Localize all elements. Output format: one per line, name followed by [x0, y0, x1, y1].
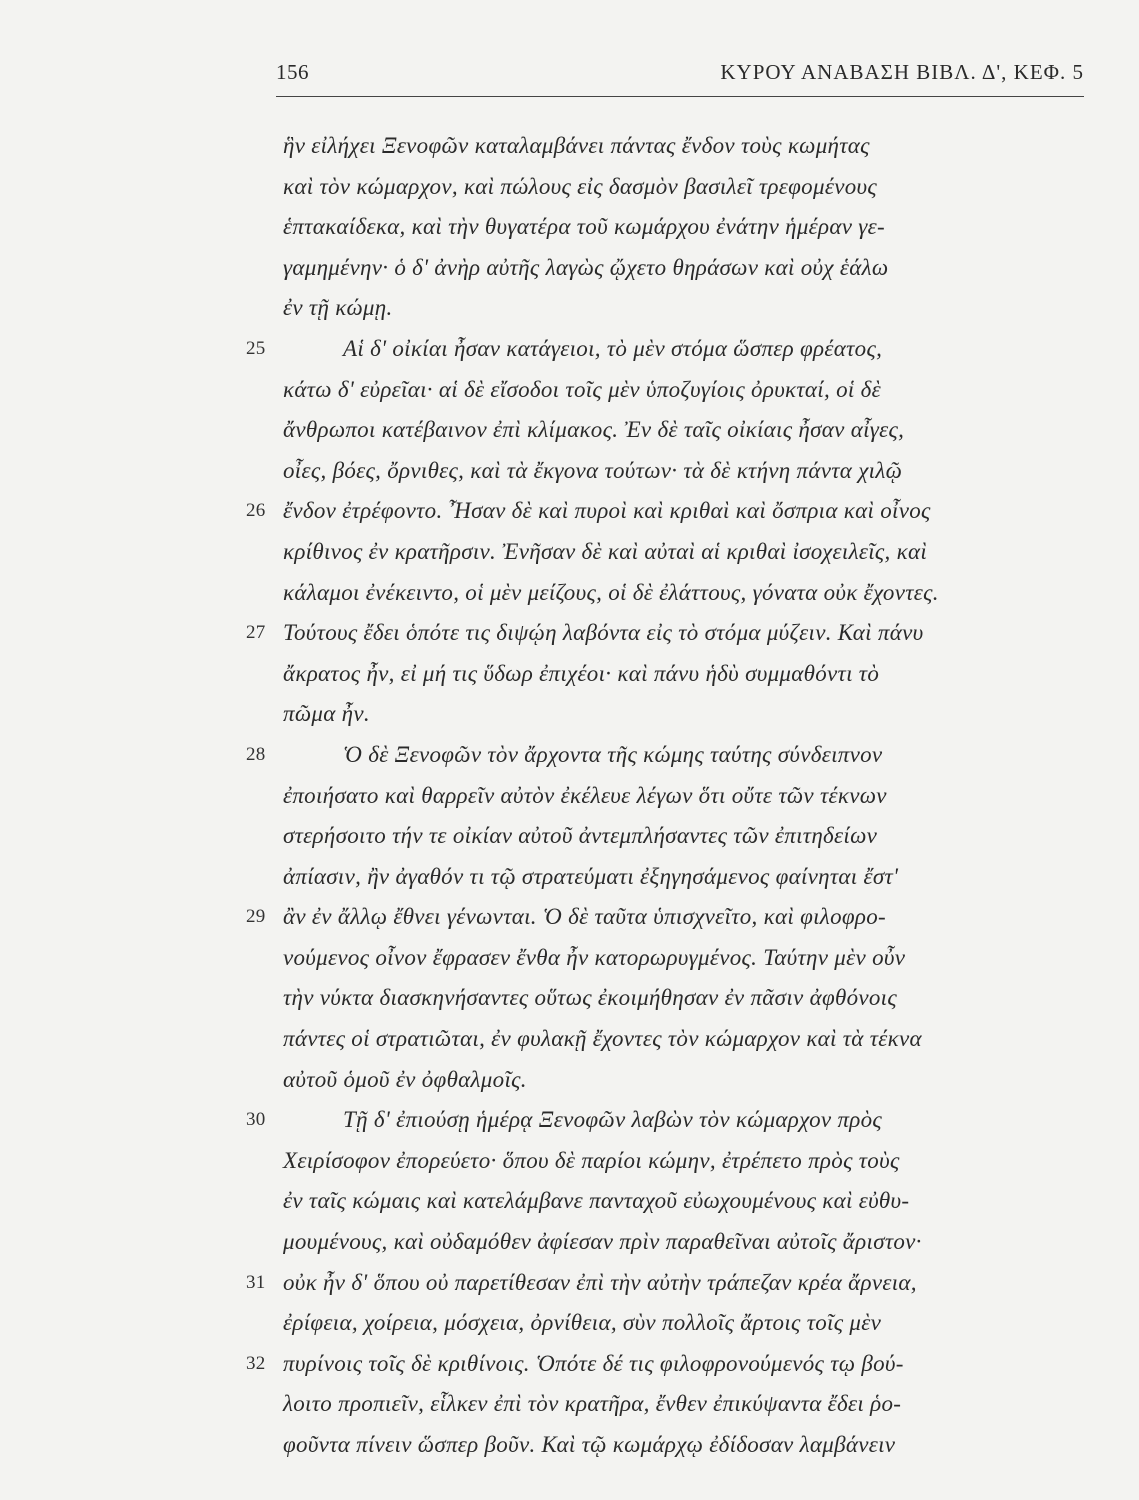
text-line — [283, 1303, 1091, 1344]
text-line — [283, 978, 1091, 1019]
line-text: πάντες οἱ στρατιῶται, ἐν φυλακῇ ἔχοντες τὸν κώμαρχον καὶ τὰ τέκνα — [283, 1026, 922, 1052]
line-text: γαμημένην· ὁ δ' ἀνὴρ αὐτῆς λαγὼς ᾤχετο θηράσων καὶ οὐχ ἑάλω — [283, 254, 889, 280]
line-text: πῶμα ἦν. — [283, 701, 370, 727]
section-number: 31 — [246, 1271, 266, 1293]
line-text: ἄκρατος ἦν, εἰ μή τις ὕδωρ ἐπιχέοι· καὶ πάνυ ἡδὺ συμμαθόντι τὸ — [283, 660, 880, 686]
text-line — [283, 654, 1091, 695]
line-text: τὴν νύκτα διασκηνήσαντες οὕτως ἐκοιμήθησαν ἐν πᾶσιν ἀφθόνοις — [283, 985, 898, 1011]
text-line — [246, 613, 1091, 654]
line-text: ἑπτακαίδεκα, καὶ τὴν θυγατέρα τοῦ κωμάρχου ἐνάτην ἡμέραν γε- — [283, 214, 885, 240]
text-line — [246, 1263, 1091, 1304]
text-line — [283, 1425, 1091, 1466]
line-text: Αἱ δ' οἰκίαι ἦσαν κατάγειοι, τὸ μὲν στόμα ὥσπερ φρέατος, — [343, 335, 883, 361]
section-number: 25 — [246, 337, 266, 359]
text-line — [246, 491, 1091, 532]
text-line — [246, 1344, 1091, 1385]
text-line — [283, 1384, 1091, 1425]
line-text: κάτω δ' εὐρεῖαι· αἱ δὲ εἴσοδοι τοῖς μὲν ὑποζυγίοις ὀρυκταί, οἱ δὲ — [283, 376, 881, 402]
line-text: φοῦντα πίνειν ὥσπερ βοῦν. Καὶ τῷ κωμάρχῳ ἐδίδοσαν λαμβάνειν — [283, 1432, 896, 1457]
line-text: ἐρίφεια, χοίρεια, μόσχεια, ὀρνίθεια, σὺν πολλοῖς ἄρτοις τοῖς μὲν — [283, 1310, 882, 1336]
text-line — [283, 573, 1091, 614]
text-line — [283, 167, 1091, 208]
section-number: 30 — [246, 1109, 266, 1131]
text-line — [283, 776, 1091, 817]
section-number: 32 — [246, 1352, 266, 1374]
text-line — [246, 329, 1091, 370]
text-line — [283, 1019, 1091, 1060]
line-text: μουμένους, καὶ οὐδαμόθεν ἀφίεσαν πρὶν παραθεῖναι αὐτοῖς ἄριστον· — [283, 1229, 922, 1255]
section-number: 27 — [246, 622, 266, 644]
line-text: οὐκ ἦν δ' ὅπου οὐ παρετίθεσαν ἐπὶ τὴν αὐτὴν τράπεζαν κρέα ἄρνεια, — [283, 1269, 917, 1295]
line-text: ἔνδον ἐτρέφοντο. Ἦσαν δὲ καὶ πυροὶ καὶ κριθαὶ καὶ ὄσπρια καὶ οἶνος — [283, 498, 931, 524]
text-line — [283, 1181, 1091, 1222]
line-text: Χειρίσοφον ἐπορεύετο· ὅπου δὲ παρίοι κώμην, ἐτρέπετο πρὸς τοὺς — [283, 1147, 900, 1173]
line-text: λοιτο προπιεῖν, εἷλκεν ἐπὶ τὸν κρατῆρα, ἔνθεν ἐπικύψαντα ἔδει ῥο- — [283, 1391, 902, 1417]
text-line — [283, 370, 1091, 411]
line-text: Τῇ δ' ἐπιούσῃ ἡμέρᾳ Ξενοφῶν λαβὼν τὸν κώμαρχον πρὸς — [343, 1107, 883, 1133]
line-text: κάλαμοι ἐνέκειντο, οἱ μὲν μείζους, οἱ δὲ ἐλάττους, γόνατα οὐκ ἔχοντες. — [283, 579, 939, 605]
line-text: ἐν ταῖς κώμαις καὶ κατελάμβανε πανταχοῦ εὐωχουμένους καὶ εὐθυ- — [283, 1188, 910, 1214]
line-text: πυρίνοις τοῖς δὲ κριθίνοις. Ὁπότε δέ τις φιλοφρονούμενός τῳ βού- — [283, 1350, 904, 1376]
line-text: Τούτους ἔδει ὁπότε τις διψῴη λαβόντα εἰς τὸ στόμα μύζειν. Καὶ πάνυ — [283, 620, 924, 646]
text-line — [283, 532, 1091, 573]
text-line — [246, 897, 1091, 938]
page-number: 156 — [276, 60, 309, 84]
section-number: 26 — [246, 500, 266, 522]
text-line — [283, 1222, 1091, 1263]
line-text: ἐποιήσατο καὶ θαρρεῖν αὐτὸν ἐκέλευε λέγων ὅτι οὔτε τῶν τέκνων — [283, 782, 887, 808]
body-text — [246, 126, 1091, 1466]
line-text: νούμενος οἶνον ἔφρασεν ἔνθα ἦν κατορωρυγμένος. Ταύτην μὲν οὖν — [283, 944, 906, 970]
text-line — [283, 938, 1091, 979]
text-line — [283, 248, 1091, 289]
line-text: καὶ τὸν κώμαρχον, καὶ πώλους εἰς δασμὸν βασιλεῖ τρεφομένους — [283, 173, 877, 199]
line-text: ἄνθρωποι κατέβαινον ἐπὶ κλίμακος. Ἐν δὲ ταῖς οἰκίαις ἦσαν αἶγες, — [283, 417, 905, 443]
line-text: Ὁ δὲ Ξενοφῶν τὸν ἄρχοντα τῆς κώμης ταύτης σύνδειπνον — [343, 741, 883, 767]
text-line — [246, 1100, 1091, 1141]
text-line — [283, 207, 1091, 248]
line-text: αὐτοῦ ὁμοῦ ἐν ὀφθαλμοῖς. — [283, 1066, 527, 1092]
text-line — [283, 288, 1091, 329]
text-line — [283, 857, 1091, 898]
line-text: ἀπίασιν, ἢν ἀγαθόν τι τῷ στρατεύματι ἐξηγησάμενος φαίνηται ἔστ' — [283, 863, 899, 889]
running-head: ΚΥΡΟΥ ΑΝΑΒΑΣΗ ΒΙΒΛ. Δ', ΚΕΦ. 5 — [720, 60, 1084, 84]
text-line — [283, 126, 1091, 167]
line-text: στερήσοιτο τήν τε οἰκίαν αὐτοῦ ἀντεμπλήσαντες τῶν ἐπιτηδείων — [283, 823, 878, 849]
text-line — [283, 410, 1091, 451]
text-line — [283, 816, 1091, 857]
text-line — [283, 451, 1091, 492]
text-line — [283, 694, 1091, 735]
text-line — [246, 735, 1091, 776]
section-number: 28 — [246, 743, 266, 765]
page-header — [276, 60, 1084, 97]
section-number: 29 — [246, 906, 266, 928]
line-text: ἂν ἐν ἄλλῳ ἔθνει γένωνται. Ὁ δὲ ταῦτα ὑπισχνεῖτο, καὶ φιλοφρο- — [283, 904, 886, 930]
line-text: ἣν εἰλήχει Ξενοφῶν καταλαμβάνει πάντας ἔνδον τοὺς κωμήτας — [283, 133, 870, 158]
line-text: ἐν τῇ κώμῃ. — [283, 295, 393, 321]
line-text: κρίθινος ἐν κρατῆρσιν. Ἐνῆσαν δὲ καὶ αὐταὶ αἱ κριθαὶ ἰσοχειλεῖς, καὶ — [283, 538, 928, 564]
text-line — [283, 1141, 1091, 1182]
text-line — [283, 1060, 1091, 1101]
line-text: οἶες, βόες, ὄρνιθες, καὶ τὰ ἔκγονα τούτων· τὰ δὲ κτήνη πάντα χιλῷ — [283, 457, 903, 483]
